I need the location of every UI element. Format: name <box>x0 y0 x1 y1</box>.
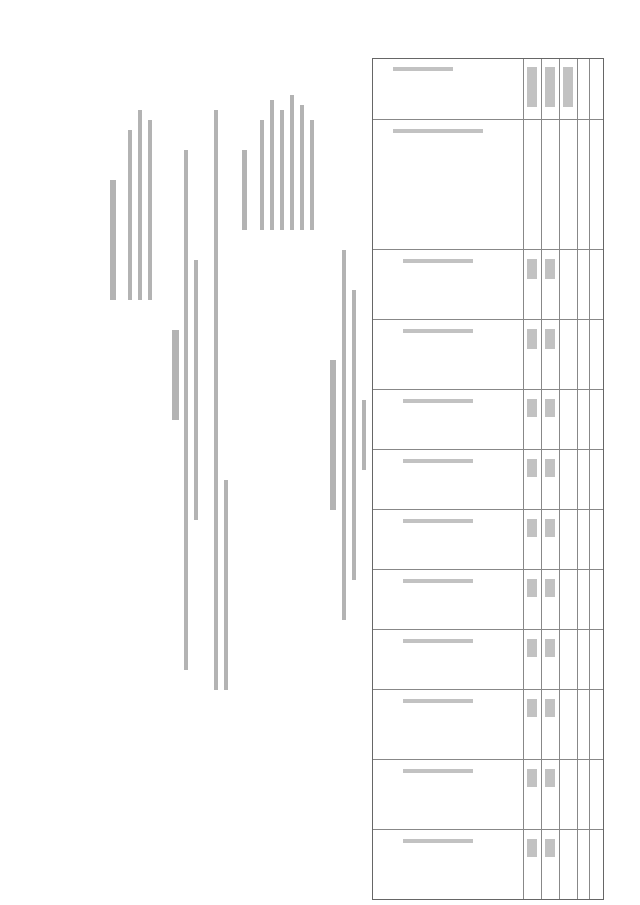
table-data-cell <box>527 769 537 787</box>
table-col-rule <box>577 59 578 899</box>
approved-line-3 <box>280 110 284 230</box>
approval-block-line-4 <box>148 120 152 300</box>
amendment-title <box>172 330 179 420</box>
table-data-cell <box>527 329 537 349</box>
table-header-cell <box>403 699 473 703</box>
table-data-cell <box>527 67 537 107</box>
table-data-cell <box>527 399 537 417</box>
table-row-rule <box>373 449 603 450</box>
table-col-rule <box>541 59 542 899</box>
table-header-cell <box>403 579 473 583</box>
detailed-list-subtitle-1 <box>342 250 346 620</box>
table-data-cell <box>527 639 537 657</box>
table-data-cell <box>563 67 573 107</box>
approved-line-4 <box>290 95 294 230</box>
table-header-cell <box>393 129 483 133</box>
table-row-rule <box>373 319 603 320</box>
table-data-cell <box>545 579 555 597</box>
approved-line-5 <box>300 105 304 230</box>
approved-line-6 <box>310 120 314 230</box>
table-row-rule <box>373 629 603 630</box>
table-row-rule <box>373 389 603 390</box>
table-data-cell <box>545 769 555 787</box>
table-data-cell <box>527 519 537 537</box>
table-col-rule <box>559 59 560 899</box>
table-row-rule <box>373 509 603 510</box>
approval-block-line-2 <box>128 130 132 300</box>
table-data-cell <box>527 839 537 857</box>
detailed-list-table <box>372 58 604 900</box>
table-row-rule <box>373 119 603 120</box>
approval-block-top <box>110 180 116 300</box>
amendment-paragraph-1 <box>214 110 218 690</box>
approved-line-1 <box>260 120 264 230</box>
table-data-cell <box>545 639 555 657</box>
table-data-cell <box>545 839 555 857</box>
table-header-cell <box>403 259 473 263</box>
table-col-rule <box>589 59 590 899</box>
detailed-list-subtitle-3 <box>362 400 366 470</box>
table-data-cell <box>545 459 555 477</box>
table-header-cell <box>403 459 473 463</box>
table-data-cell <box>545 519 555 537</box>
table-row-rule <box>373 829 603 830</box>
table-data-cell <box>527 459 537 477</box>
table-row-rule <box>373 759 603 760</box>
table-header-cell <box>403 329 473 333</box>
table-data-cell <box>527 699 537 717</box>
amendment-subtitle-1 <box>184 150 188 670</box>
amendment-paragraph-2 <box>224 480 228 690</box>
table-header-cell <box>403 839 473 843</box>
detailed-list-title <box>330 360 336 510</box>
approved-heading <box>242 150 247 230</box>
table-data-cell <box>545 67 555 107</box>
table-header-cell <box>393 67 453 71</box>
table-data-cell <box>545 699 555 717</box>
table-row-rule <box>373 569 603 570</box>
approval-block-line-3 <box>138 110 142 300</box>
table-header-cell <box>403 639 473 643</box>
table-data-cell <box>545 399 555 417</box>
table-row-rule <box>373 249 603 250</box>
table-data-cell <box>527 579 537 597</box>
table-header-cell <box>403 769 473 773</box>
table-data-cell <box>545 259 555 279</box>
table-header-cell <box>403 519 473 523</box>
amendment-subtitle-2 <box>194 260 198 520</box>
table-data-cell <box>527 259 537 279</box>
table-data-cell <box>545 329 555 349</box>
approved-line-2 <box>270 100 274 230</box>
table-col-rule <box>523 59 524 899</box>
table-header-cell <box>403 399 473 403</box>
table-row-rule <box>373 689 603 690</box>
detailed-list-subtitle-2 <box>352 290 356 580</box>
